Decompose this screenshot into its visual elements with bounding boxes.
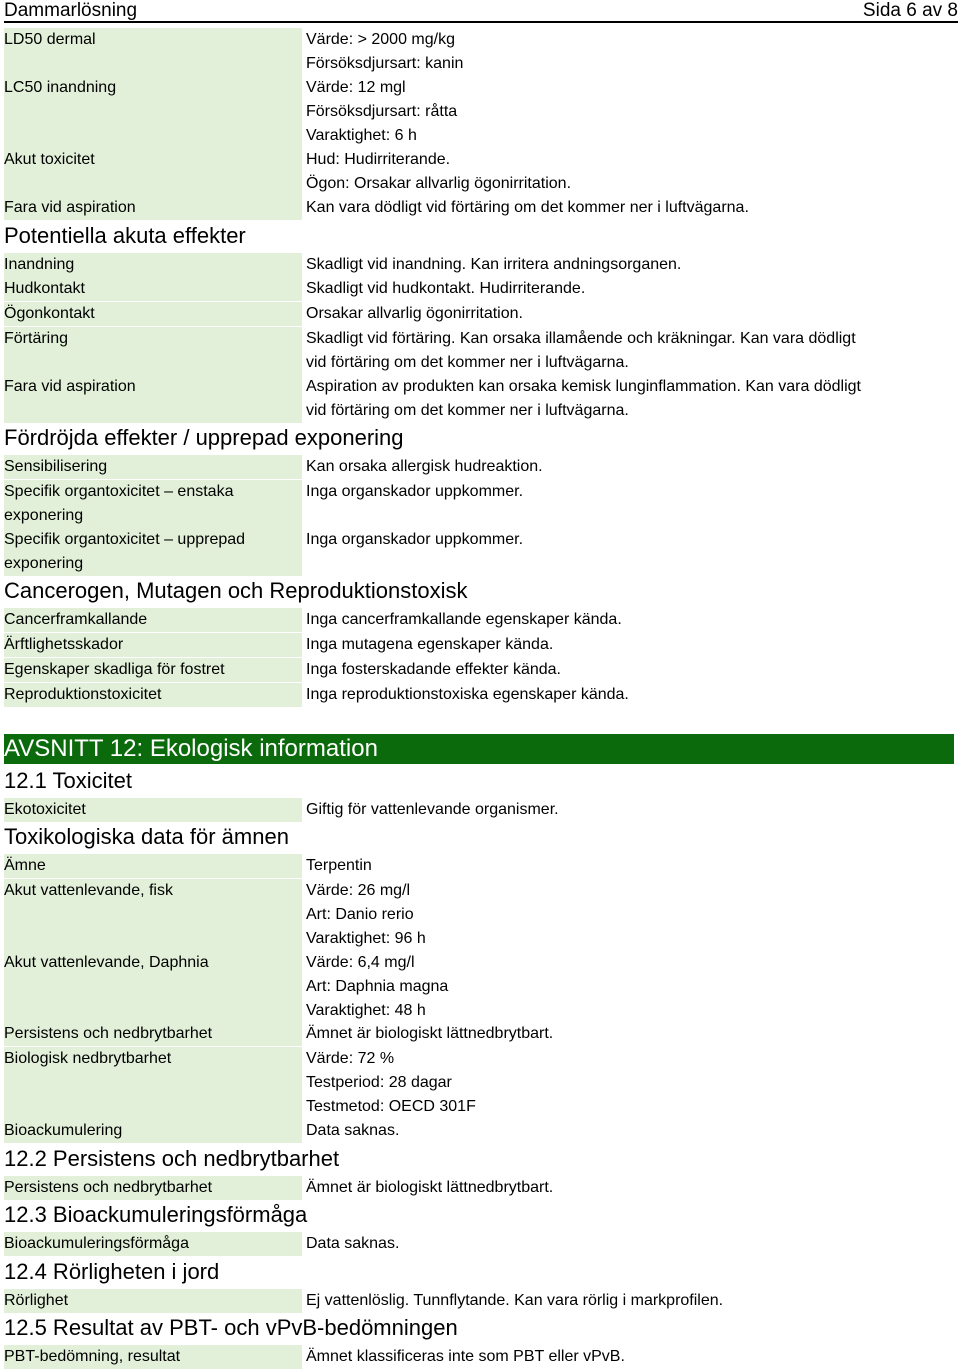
row-value-line: Inga reproduktionstoxiska egenskaper kända. bbox=[306, 686, 629, 703]
row-value bbox=[306, 196, 956, 220]
row-label bbox=[4, 148, 302, 196]
row-value-line: Kan orsaka allergisk hudreaktion. bbox=[306, 458, 543, 475]
row-value bbox=[306, 1232, 956, 1256]
row-value bbox=[306, 879, 956, 951]
table-row bbox=[4, 76, 958, 148]
page-number: Sida 6 av 8 bbox=[862, 0, 958, 21]
row-label-line: Förtäring bbox=[4, 330, 69, 347]
row-value bbox=[306, 76, 956, 148]
table-row bbox=[4, 1022, 958, 1046]
row-label bbox=[4, 633, 302, 657]
row-value-line: Varaktighet: 96 h bbox=[306, 930, 426, 947]
row-label bbox=[4, 1345, 302, 1369]
row-value bbox=[306, 148, 956, 196]
row-label bbox=[4, 798, 302, 822]
row-value-line: Ämnet klassificeras inte som PBT eller vPvB. bbox=[306, 1348, 625, 1365]
row-label-line: Ämne bbox=[4, 857, 46, 874]
row-label-line: Cancerframkallande bbox=[4, 611, 148, 628]
row-label bbox=[4, 196, 302, 220]
row-label-line: Bioackumuleringsförmåga bbox=[4, 1235, 189, 1252]
row-label bbox=[4, 683, 302, 707]
row-value-line: Art: Daphnia magna bbox=[306, 978, 449, 995]
row-label-line: LC50 inandning bbox=[4, 79, 117, 96]
row-value bbox=[306, 951, 956, 1023]
row-value-line: Ej vattenlöslig. Tunnflytande. Kan vara rörlig i markprofilen. bbox=[306, 1292, 724, 1309]
row-value-line: Ämnet är biologiskt lättnedbrytbart. bbox=[306, 1179, 554, 1196]
row-value-line: Data saknas. bbox=[306, 1235, 400, 1252]
row-label-line: Fara vid aspiration bbox=[4, 378, 136, 395]
table-row bbox=[4, 1345, 958, 1369]
row-value bbox=[306, 658, 956, 682]
row-label bbox=[4, 480, 302, 528]
row-value-line: vid förtäring om det kommer ner i luftvägarna. bbox=[306, 354, 629, 371]
row-value-line: Art: Danio rerio bbox=[306, 906, 414, 923]
row-value bbox=[306, 683, 956, 707]
row-value-line: Testmetod: OECD 301F bbox=[306, 1098, 476, 1115]
row-value-line: Ögon: Orsakar allvarlig ögonirritation. bbox=[306, 175, 572, 192]
row-label-line: Reproduktionstoxicitet bbox=[4, 686, 162, 703]
row-label bbox=[4, 1047, 302, 1119]
row-label bbox=[4, 951, 302, 1023]
table-row bbox=[4, 196, 958, 220]
row-label bbox=[4, 528, 302, 576]
row-value bbox=[306, 327, 956, 375]
row-label-line: PBT-bedömning, resultat bbox=[4, 1348, 181, 1365]
table-row bbox=[4, 1232, 958, 1256]
row-value bbox=[306, 1345, 956, 1369]
row-value-line: Testperiod: 28 dagar bbox=[306, 1074, 452, 1091]
row-value-line: Värde: 26 mg/l bbox=[306, 882, 411, 899]
row-label bbox=[4, 28, 302, 76]
row-label bbox=[4, 302, 302, 326]
row-value-line: Hud: Hudirriterande. bbox=[306, 151, 451, 168]
row-value-line: Skadligt vid hudkontakt. Hudirriterande. bbox=[306, 280, 586, 297]
table-row bbox=[4, 302, 958, 326]
row-value-line: Varaktighet: 6 h bbox=[306, 127, 417, 144]
table-row bbox=[4, 798, 958, 822]
row-label-line: Ekotoxicitet bbox=[4, 801, 86, 818]
row-label bbox=[4, 375, 302, 423]
section-heading-12-5: 12.5 Resultat av PBT- och vPvB-bedömningen bbox=[4, 1315, 458, 1340]
table-row bbox=[4, 148, 958, 196]
table-row bbox=[4, 1289, 958, 1313]
row-value-line: Data saknas. bbox=[306, 1122, 400, 1139]
table-row bbox=[4, 633, 958, 657]
row-label bbox=[4, 1176, 302, 1200]
row-value bbox=[306, 1119, 956, 1143]
table-row bbox=[4, 480, 958, 528]
row-value-line: Kan vara dödligt vid förtäring om det kommer ner i luftvägarna. bbox=[306, 199, 749, 216]
row-label-line: exponering bbox=[4, 555, 84, 572]
table-row bbox=[4, 854, 958, 878]
row-value bbox=[306, 1176, 956, 1200]
row-value bbox=[306, 28, 956, 76]
row-label bbox=[4, 1022, 302, 1046]
row-value-line: Giftig för vattenlevande organismer. bbox=[306, 801, 559, 818]
row-value bbox=[306, 1022, 956, 1046]
row-value-line: Inga mutagena egenskaper kända. bbox=[306, 636, 554, 653]
table-row bbox=[4, 277, 958, 301]
row-value-line: Värde: 6,4 mg/l bbox=[306, 954, 415, 971]
row-label-line: Akut vattenlevande, fisk bbox=[4, 882, 173, 899]
row-value-line: Skadligt vid inandning. Kan irritera andningsorganen. bbox=[306, 256, 682, 273]
row-label-line: Hudkontakt bbox=[4, 280, 85, 297]
row-label-line: Ögonkontakt bbox=[4, 305, 95, 322]
row-value-line: Terpentin bbox=[306, 857, 372, 874]
row-value bbox=[306, 375, 956, 423]
row-label-line: Rörlighet bbox=[4, 1292, 69, 1309]
row-value-line: Inga organskador uppkommer. bbox=[306, 483, 524, 500]
row-label-line: Specifik organtoxicitet – upprepad bbox=[4, 531, 246, 548]
row-label bbox=[4, 253, 302, 277]
section-heading-12-1: 12.1 Toxicitet bbox=[4, 768, 133, 793]
table-row bbox=[4, 327, 958, 375]
row-value bbox=[306, 1289, 956, 1313]
table-row bbox=[4, 455, 958, 479]
row-label-line: Egenskaper skadliga för fostret bbox=[4, 661, 225, 678]
row-value-line: Inga cancerframkallande egenskaper kända. bbox=[306, 611, 622, 628]
row-label-line: exponering bbox=[4, 507, 84, 524]
table-row bbox=[4, 658, 958, 682]
row-label-line: Bioackumulering bbox=[4, 1122, 123, 1139]
row-value bbox=[306, 854, 956, 878]
row-label bbox=[4, 277, 302, 301]
table-row bbox=[4, 528, 958, 576]
section-banner-12: AVSNITT 12: Ekologisk information bbox=[4, 734, 954, 764]
table-row bbox=[4, 253, 958, 277]
row-value-line: Värde: > 2000 mg/kg bbox=[306, 31, 455, 48]
row-value-line: Försöksdjursart: kanin bbox=[306, 55, 464, 72]
row-label bbox=[4, 1119, 302, 1143]
row-label bbox=[4, 658, 302, 682]
table-row bbox=[4, 1047, 958, 1119]
row-value bbox=[306, 608, 956, 632]
document-title: Dammarlösning bbox=[4, 0, 138, 21]
row-value-line: Aspiration av produkten kan orsaka kemisk lunginflammation. Kan vara dödligt bbox=[306, 378, 861, 395]
row-value-line: Värde: 12 mgl bbox=[306, 79, 406, 96]
row-value bbox=[306, 528, 956, 552]
row-value bbox=[306, 253, 956, 277]
row-value-line: vid förtäring om det kommer ner i luftvägarna. bbox=[306, 402, 629, 419]
row-label-line: LD50 dermal bbox=[4, 31, 96, 48]
row-label-line: Persistens och nedbrytbarhet bbox=[4, 1179, 213, 1196]
row-label bbox=[4, 879, 302, 951]
row-label-line: Specifik organtoxicitet – enstaka bbox=[4, 483, 234, 500]
row-value-line: Inga organskador uppkommer. bbox=[306, 531, 524, 548]
row-value-line: Skadligt vid förtäring. Kan orsaka illamående och kräkningar. Kan vara dödligt bbox=[306, 330, 856, 347]
row-value-line: Orsakar allvarlig ögonirritation. bbox=[306, 305, 523, 322]
row-label bbox=[4, 76, 302, 148]
row-value bbox=[306, 633, 956, 657]
row-label bbox=[4, 1289, 302, 1313]
row-value bbox=[306, 302, 956, 326]
row-label-line: Akut vattenlevande, Daphnia bbox=[4, 954, 209, 971]
row-value-line: Inga fosterskadande effekter kända. bbox=[306, 661, 561, 678]
section-heading-delayed-effects: Fördröjda effekter / upprepad exponering bbox=[4, 425, 404, 450]
row-label bbox=[4, 854, 302, 878]
row-label bbox=[4, 1232, 302, 1256]
row-value bbox=[306, 277, 956, 301]
row-label-line: Ärftlighetsskador bbox=[4, 636, 124, 653]
row-label-line: Inandning bbox=[4, 256, 75, 273]
table-row bbox=[4, 1119, 958, 1143]
row-label-line: Sensibilisering bbox=[4, 458, 108, 475]
row-label-line: Persistens och nedbrytbarhet bbox=[4, 1025, 213, 1042]
row-value bbox=[306, 798, 956, 822]
table-row bbox=[4, 879, 958, 951]
section-heading-acute-effects: Potentiella akuta effekter bbox=[4, 223, 246, 248]
row-value bbox=[306, 480, 956, 504]
row-label bbox=[4, 608, 302, 632]
table-row bbox=[4, 683, 958, 707]
row-label-line: Akut toxicitet bbox=[4, 151, 95, 168]
row-value-line: Värde: 72 % bbox=[306, 1050, 395, 1067]
row-label-line: Fara vid aspiration bbox=[4, 199, 136, 216]
section-heading-tox-data: Toxikologiska data för ämnen bbox=[4, 824, 289, 849]
section-heading-12-2: 12.2 Persistens och nedbrytbarhet bbox=[4, 1146, 340, 1171]
table-row bbox=[4, 28, 958, 76]
row-value-line: Varaktighet: 48 h bbox=[306, 1002, 426, 1019]
section-heading-cmr: Cancerogen, Mutagen och Reproduktionstoxisk bbox=[4, 578, 468, 603]
row-label bbox=[4, 455, 302, 479]
row-value bbox=[306, 1047, 956, 1119]
page-header bbox=[4, 0, 958, 23]
table-row bbox=[4, 608, 958, 632]
row-value-line: Försöksdjursart: råtta bbox=[306, 103, 458, 120]
table-row bbox=[4, 951, 958, 1023]
row-value bbox=[306, 455, 956, 479]
row-value-line: Ämnet är biologiskt lättnedbrytbart. bbox=[306, 1025, 554, 1042]
section-heading-12-3: 12.3 Bioackumuleringsförmåga bbox=[4, 1202, 308, 1227]
row-label bbox=[4, 327, 302, 375]
table-row bbox=[4, 375, 958, 423]
section-heading-12-4: 12.4 Rörligheten i jord bbox=[4, 1259, 220, 1284]
table-row bbox=[4, 1176, 958, 1200]
row-label-line: Biologisk nedbrytbarhet bbox=[4, 1050, 172, 1067]
